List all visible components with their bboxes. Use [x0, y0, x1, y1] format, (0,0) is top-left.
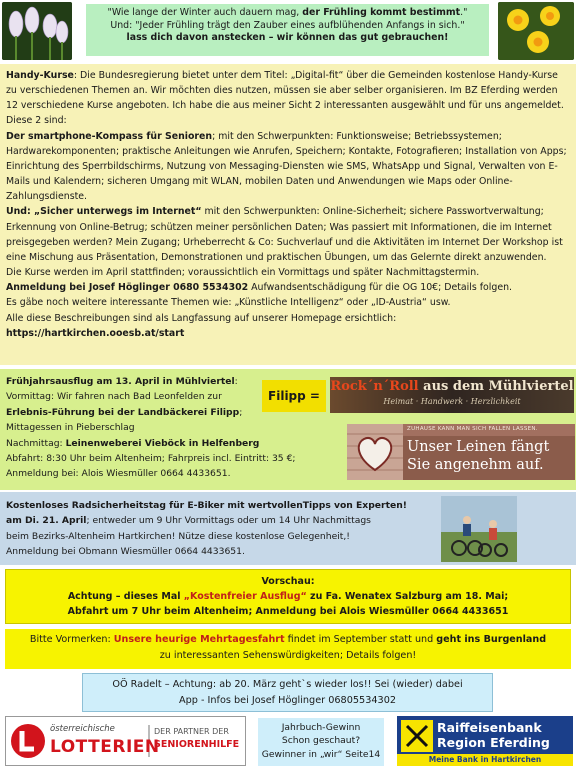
rad-line-1: Kostenloses Radsicherheitstag für E-Biker mit wertvollenTipps von Experten! [6, 500, 407, 511]
handy-paragraph-2: Der smartphone-Kompass für Senioren; mit den Schwerpunkten: Funktionsweise; Betriebssystemen; Hardwarekomponenten; praktische Anleitungen wie Anrufen, Speichern; Kontakte, Fotografieren; Installation von Apps; Einrichtung des Sperrbildschirms, Nutzung von Messaging-Diensten wie SMS, WhatsApp und Signal, Verwalten von E-Mails und Kalendern; sicheren Umgang mit WLAN, mobilen Daten und Anwendungen wie Maps oder Online-Zahlungsdienste. [6, 130, 567, 203]
ausflug-line-1: Vormittag: Wir fahren nach Bad Leonfelden zur [6, 391, 222, 403]
jahrbuch-box [258, 718, 384, 766]
mehrtagesfahrt-box [5, 629, 571, 669]
quote-line-1: "Wie lange der Winter auch dauern mag, der Frühling kommt bestimmt." [107, 7, 468, 18]
lotterien-partner-line-2: SENIORENHILFE [154, 739, 240, 750]
lotterien-logo [5, 716, 246, 766]
quote-line-2: Und: "Jeder Frühling trägt den Zauber eines aufblühenden Anfangs in sich." [110, 19, 465, 31]
crocus-photo [2, 2, 72, 60]
leinen-ad-banner [403, 424, 575, 480]
handy-paragraph-1: Handy-Kurse: Die Bundesregierung bietet unter dem Titel: „Digital-fit“ über die Gemeinden kostenlose Handy-Kurse zu verschiedenen Themen an. Wir möchten dies nutzen, müssen sie aber selber organisieren. Im BZ Eferding werden 12 verschiedene Kurse angeboten. Ich habe die aus meiner Sicht 2 interessanten ausgewählt und für uns angemeldet. Diese 2 sind: [6, 70, 564, 127]
ausflug-line-3: Mittagessen in Pieberschlag [6, 422, 135, 434]
mehr-line-2: zu interessanten Sehenswürdigkeiten; Details folgen! [159, 650, 417, 661]
raiffeisen-slogan: Meine Bank in Hartkirchen [428, 755, 542, 764]
heart-linen-photo [347, 424, 403, 480]
vorschau-title: Vorschau: [261, 576, 315, 587]
leinen-main-text: Unser Leinen fängt Sie angenehm auf. [407, 439, 550, 473]
rad-text [6, 498, 436, 559]
rad-line-3: beim Bezirks-Altenheim Hartkirchen! Nütze diese kostenlose Gelegenheit,! [6, 530, 350, 542]
rad-line-2: am Di. 21. April; entweder um 9 Uhr Vormittags oder um 14 Uhr Nachmittags [6, 515, 371, 527]
radelt-line-1: OÖ Radelt – Achtung: ab 20. März geht`s wieder los!! Sei (wieder) dabei [112, 679, 463, 690]
rad-line-4: Anmeldung bei Obmann Wiesmüller 0664 4433651. [6, 545, 245, 557]
jahrbuch-line-2: Schon geschaut? [281, 735, 361, 747]
handy-paragraph-6: Es gäbe noch weitere interessante Themen wie: „Künstliche Intelligenz“ oder „ID-Austria“ usw. [6, 297, 451, 309]
ebike-riders-photo [441, 496, 517, 562]
radelt-box [82, 673, 493, 712]
ausflug-line-4: Nachmittag: Leinenweberei Vieböck in Helfenberg [6, 437, 260, 449]
filipp-bakery-banner [330, 377, 574, 413]
radelt-line-2: App - Infos bei Josef Höglinger 06805534302 [178, 695, 397, 706]
ausflug-line-6: Anmeldung bei: Alois Wiesmüller 0664 4433651. [6, 468, 231, 480]
vorschau-line-2: Achtung – dieses Mal „Kostenfreier Ausflug“ zu Fa. Wenatex Salzburg am 18. Mai; [67, 591, 509, 602]
raiffeisen-logo [397, 716, 573, 766]
handy-kurse-section [0, 64, 576, 365]
quote-line-3: lass dich davon anstecken – wir können das gut gebrauchen! [126, 32, 449, 44]
spring-quote-box [86, 4, 489, 56]
jahrbuch-line-1: Jahrbuch-Gewinn [281, 722, 361, 733]
ausflug-line-2: Erlebnis-Führung bei der Landbäckerei Filipp; [6, 406, 243, 418]
lotterien-top-text: österreichische [50, 724, 115, 734]
handy-paragraph-7: Alle diese Beschreibungen sind als Langfassung auf unserer Homepage ersichtlich: [6, 312, 397, 324]
filipp-label: Filipp = [262, 380, 326, 412]
homepage-link[interactable]: https://hartkirchen.ooesb.at/start [6, 327, 185, 339]
leinen-top-text: ZUHAUSE KANN MAN SICH FALLEN LASSEN. [407, 426, 538, 432]
ausflug-title: Frühjahrsausflug am 13. April in Mühlviertel: [6, 376, 238, 387]
handy-paragraph-3: Und: „Sicher unterwegs im Internet“ mit den Schwerpunkten: Online-Sicherheit; sichere Passwortverwaltung; Erkennung von Online-Betrug; schützen meiner persönlichen Daten; Was passiert mit Informationen, die im Internet preisgegeben werden? Mein Zugang; Urheberrecht & Co: Suchverlauf und die Aktivitäten im Internet Der Workshop ist eine Mischung aus Präsentation, Demonstrationen und praktischen Übungen, um das Gelernte direkt anzuwenden. [6, 206, 563, 263]
ausflug-line-5: Abfahrt: 8:30 Uhr beim Altenheim; Fahrpreis incl. Eintritt: 35 €; [6, 453, 296, 465]
raiffeisen-region: Region Eferding [437, 735, 550, 750]
banner-title: Rock´n´Roll aus dem Mühlviertel [330, 379, 574, 394]
vorschau-line-3: Abfahrt um 7 Uhr beim Altenheim; Anmeldung bei Alois Wiesmüller 0664 4433651 [67, 606, 509, 617]
banner-subtitle: Heimat · Handwerk · Herzlichkeit [383, 397, 521, 406]
lotterien-partner-line-1: DER PARTNER DER [154, 727, 229, 736]
jahrbuch-line-3: Gewinner in „wir“ Seite14 [261, 748, 381, 760]
mehr-line-1: Bitte Vormerken: Unsere heurige Mehrtagesfahrt findet im September statt und geht ins Burgenland [29, 634, 547, 645]
lotterien-main-text: LOTTERIEN [50, 737, 160, 757]
handy-paragraph-5: Anmeldung bei Josef Höglinger 0680 5534302 Aufwandsentschädigung für die OG 10€; Details folgen. [6, 282, 513, 294]
daffodil-photo [498, 2, 574, 60]
raiffeisen-name: Raiffeisenbank [437, 720, 542, 735]
handy-paragraph-4: Die Kurse werden im April stattfinden; voraussichtlich ein Vormittags und später Nachmittagstermin. [6, 267, 480, 279]
vorschau-box [5, 569, 571, 624]
